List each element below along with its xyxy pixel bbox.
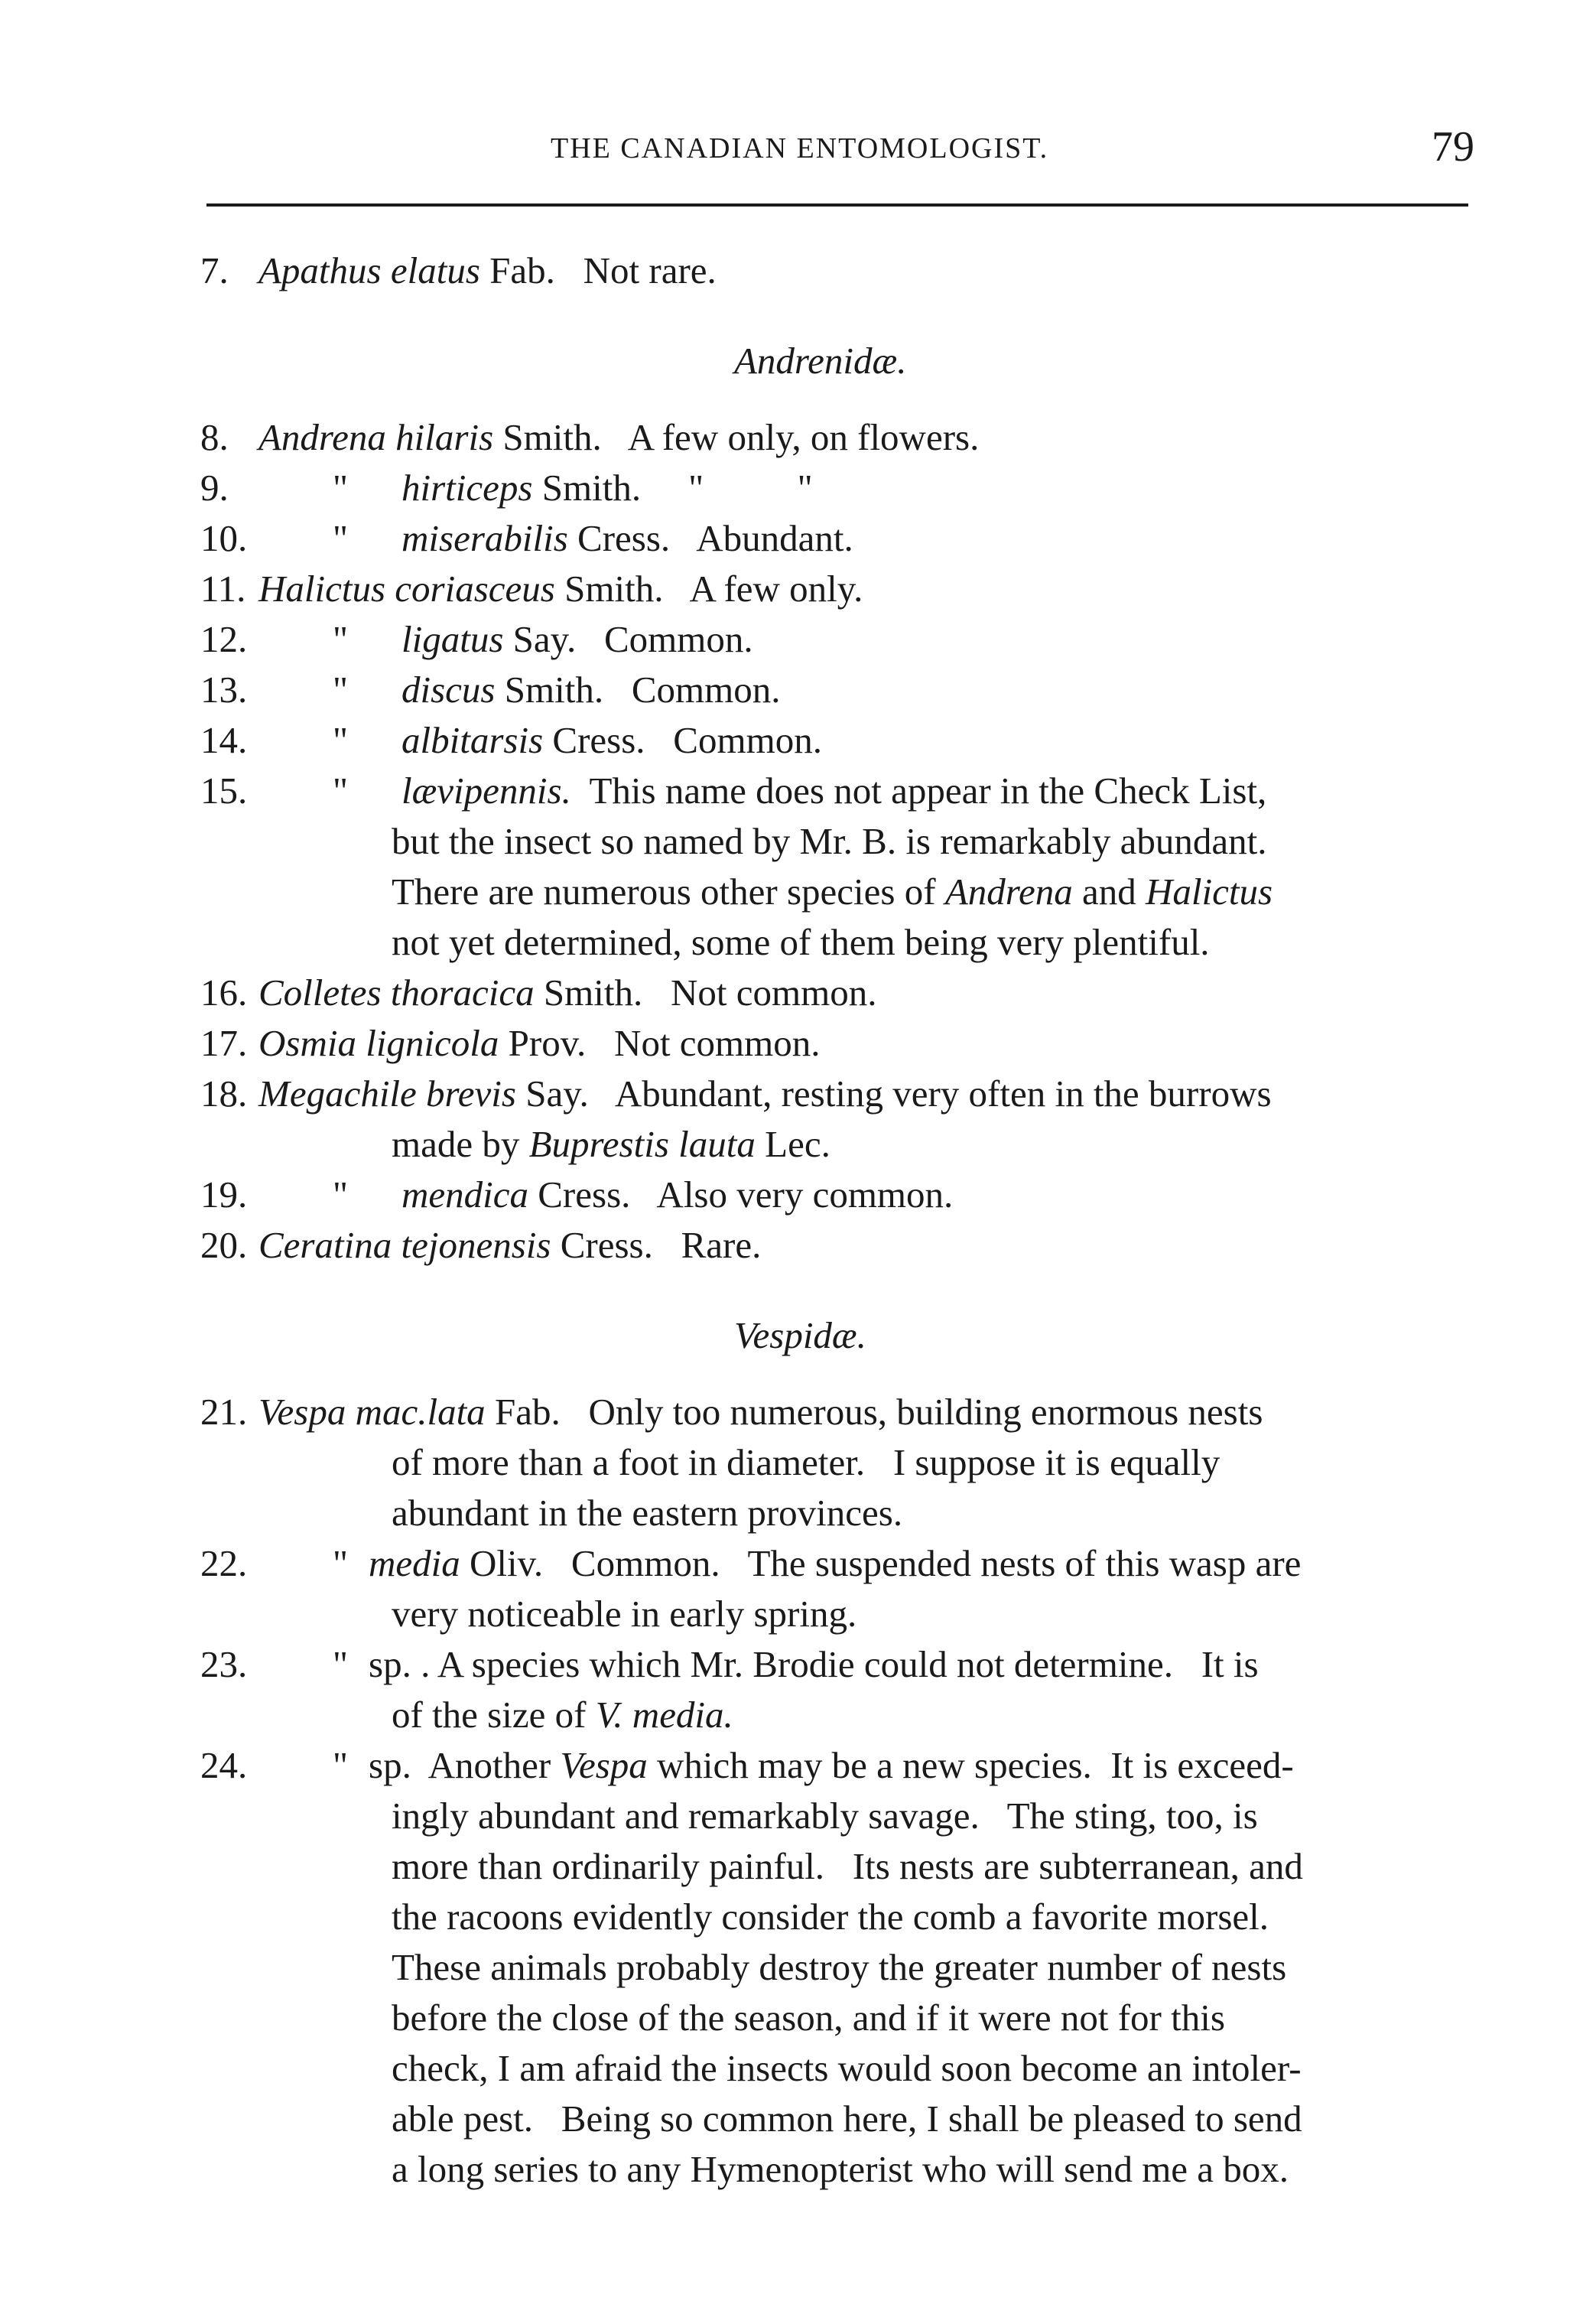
taxon-name: Vespa bbox=[560, 1744, 648, 1786]
taxon-name: discus bbox=[401, 669, 496, 711]
species-abbrev: sp. bbox=[369, 1643, 411, 1685]
continuation-line: of more than a foot in diameter. I suppose it is equally bbox=[392, 1441, 1221, 1483]
page-body bbox=[0, 249, 1596, 2198]
list-item bbox=[0, 466, 1596, 516]
section-heading bbox=[0, 339, 1596, 389]
running-title: THE CANADIAN ENTOMOLOGIST. bbox=[551, 132, 1049, 164]
section-title-vespidae: Vespidæ. bbox=[734, 1314, 866, 1356]
list-item bbox=[0, 1072, 1596, 1122]
list-item bbox=[0, 415, 1596, 466]
list-item bbox=[0, 1021, 1596, 1072]
taxon-name: media bbox=[369, 1542, 460, 1584]
item-number: 20. bbox=[200, 1224, 248, 1266]
list-item bbox=[0, 1541, 1596, 1592]
taxon-name: mendica bbox=[401, 1173, 528, 1216]
list-item bbox=[0, 567, 1596, 617]
item-number: 11. bbox=[200, 568, 246, 610]
continuation-line: very noticeable in early spring. bbox=[392, 1593, 857, 1635]
item-number: 10. bbox=[200, 517, 248, 559]
ditto-mark: " bbox=[332, 467, 348, 509]
list-item bbox=[0, 971, 1596, 1021]
item-number: 22. bbox=[200, 1542, 248, 1584]
taxon-name: Andrena bbox=[944, 871, 1073, 913]
list-item bbox=[0, 668, 1596, 718]
continuation-line: but the insect so named by Mr. B. is remarkably abundant. bbox=[392, 820, 1267, 862]
item-number: 18. bbox=[200, 1072, 248, 1115]
species-abbrev: sp. bbox=[369, 1744, 411, 1786]
taxon-name: Megachile brevis bbox=[258, 1072, 516, 1115]
item-text: Smith. A few only, on flowers. bbox=[493, 416, 980, 458]
ditto-mark: " bbox=[332, 1173, 348, 1216]
section-title-andrenidae: Andrenidæ. bbox=[734, 340, 907, 382]
continuation-line: a long series to any Hymenopterist who will send me a box. bbox=[392, 2148, 1289, 2190]
taxon-name: Buprestis lauta bbox=[528, 1123, 756, 1165]
item-number: 14. bbox=[200, 719, 248, 761]
page-header bbox=[252, 122, 1514, 176]
section-heading bbox=[0, 1313, 1596, 1364]
page-number: 79 bbox=[1432, 123, 1474, 171]
item-text: Smith. A few only. bbox=[554, 568, 863, 610]
item-text: Cress. Common. bbox=[543, 719, 822, 761]
taxon-name: Apathus elatus bbox=[258, 249, 480, 291]
taxon-name: hirticeps bbox=[401, 467, 533, 509]
taxon-name: miserabilis bbox=[401, 517, 568, 559]
list-item bbox=[0, 617, 1596, 668]
list-item bbox=[0, 1390, 1596, 1440]
list-item: 24. " sp. Another Vespa which may be a new species. It is exceed- bbox=[200, 1744, 1294, 1786]
item-text: Cress. Also very common. bbox=[528, 1173, 954, 1216]
item-number: 9. bbox=[200, 467, 229, 509]
item-text: This name does not appear in the Check List, bbox=[570, 770, 1267, 812]
ditto-marks: " " bbox=[688, 467, 813, 509]
list-item bbox=[0, 1642, 1596, 1693]
continuation-line: more than ordinarily painful. Its nests are subterranean, and bbox=[392, 1845, 1303, 1887]
ditto-mark: " bbox=[332, 669, 348, 711]
ditto-mark: " bbox=[332, 719, 348, 761]
continuation-line: abundant in the eastern provinces. bbox=[392, 1492, 903, 1534]
item-text: Prov. Not common. bbox=[499, 1022, 821, 1064]
list-item bbox=[0, 1173, 1596, 1223]
item-text: Oliv. Common. The suspended nests of this wasp are bbox=[460, 1542, 1302, 1584]
item-number: 7. bbox=[200, 249, 229, 291]
item-text: Smith. Common. bbox=[495, 669, 781, 711]
ditto-mark: " bbox=[332, 770, 348, 812]
list-item bbox=[0, 769, 1596, 819]
item-number: 21. bbox=[200, 1391, 248, 1433]
item-text: Smith. bbox=[532, 467, 642, 509]
list-item bbox=[0, 516, 1596, 567]
item-number: 23. bbox=[200, 1643, 248, 1685]
continuation-line: the racoons evidently consider the comb a favorite morsel. bbox=[392, 1896, 1269, 1938]
continuation-line: able pest. Being so common here, I shall be pleased to send bbox=[392, 2098, 1302, 2140]
item-text: . A species which Mr. Brodie could not determine. It is bbox=[411, 1643, 1259, 1685]
taxon-name: Vespa mac.lata bbox=[258, 1391, 486, 1433]
item-number: 24. bbox=[200, 1744, 248, 1786]
item-number: 13. bbox=[200, 669, 248, 711]
item-text: Cress. Abundant. bbox=[567, 517, 853, 559]
item-number: 19. bbox=[200, 1173, 248, 1216]
continuation-line: These animals probably destroy the greater number of nests bbox=[392, 1946, 1287, 1988]
continuation-line: made by Buprestis lauta Lec. bbox=[392, 1123, 831, 1165]
taxon-name: Osmia lignicola bbox=[258, 1022, 499, 1064]
list-item bbox=[0, 1223, 1596, 1274]
item-text: Fab. Not rare. bbox=[479, 249, 717, 291]
item-text: Smith. Not common. bbox=[534, 971, 877, 1014]
taxon-name: albitarsis bbox=[401, 719, 544, 761]
list-item bbox=[0, 249, 1596, 299]
taxon-name: Halictus coriasceus bbox=[258, 568, 555, 610]
continuation-line: not yet determined, some of them being very plentiful. bbox=[392, 921, 1210, 963]
taxon-name: Andrena hilaris bbox=[258, 416, 494, 458]
continuation-line: before the close of the season, and if it were not for this bbox=[392, 1997, 1225, 2039]
ditto-mark: " bbox=[332, 1744, 348, 1786]
item-text: Say. Abundant, resting very often in the burrows bbox=[515, 1072, 1272, 1115]
list-item bbox=[0, 718, 1596, 769]
item-number: 12. bbox=[200, 618, 248, 660]
ditto-mark: " bbox=[332, 1542, 348, 1584]
item-number: 8. bbox=[200, 416, 229, 458]
header-rule bbox=[206, 203, 1468, 207]
item-number: 16. bbox=[200, 971, 248, 1014]
continuation-line: check, I am afraid the insects would soon become an intoler- bbox=[392, 2047, 1302, 2089]
taxon-name: V. media. bbox=[595, 1694, 733, 1736]
ditto-mark: " bbox=[332, 618, 348, 660]
item-text: Say. Common. bbox=[503, 618, 753, 660]
item-text: Fab. Only too numerous, building enormous nests bbox=[485, 1391, 1263, 1433]
continuation-line: of the size of V. media. bbox=[392, 1694, 733, 1736]
ditto-mark: " bbox=[332, 517, 348, 559]
taxon-name: ligatus bbox=[401, 618, 504, 660]
item-text: Cress. Rare. bbox=[551, 1224, 762, 1266]
taxon-name: Ceratina tejonensis bbox=[258, 1224, 551, 1266]
continuation-line: There are numerous other species of Andrena and Halictus bbox=[392, 871, 1273, 913]
item-number: 15. bbox=[200, 770, 248, 812]
ditto-mark: " bbox=[332, 1643, 348, 1685]
item-text: which may be a new species. It is exceed- bbox=[647, 1744, 1294, 1786]
taxon-name: Halictus bbox=[1146, 871, 1273, 913]
continuation-line: ingly abundant and remarkably savage. The sting, too, is bbox=[392, 1795, 1258, 1837]
taxon-name: Colletes thoracica bbox=[258, 971, 535, 1014]
taxon-name: lævipennis. bbox=[401, 770, 571, 812]
item-number: 17. bbox=[200, 1022, 248, 1064]
